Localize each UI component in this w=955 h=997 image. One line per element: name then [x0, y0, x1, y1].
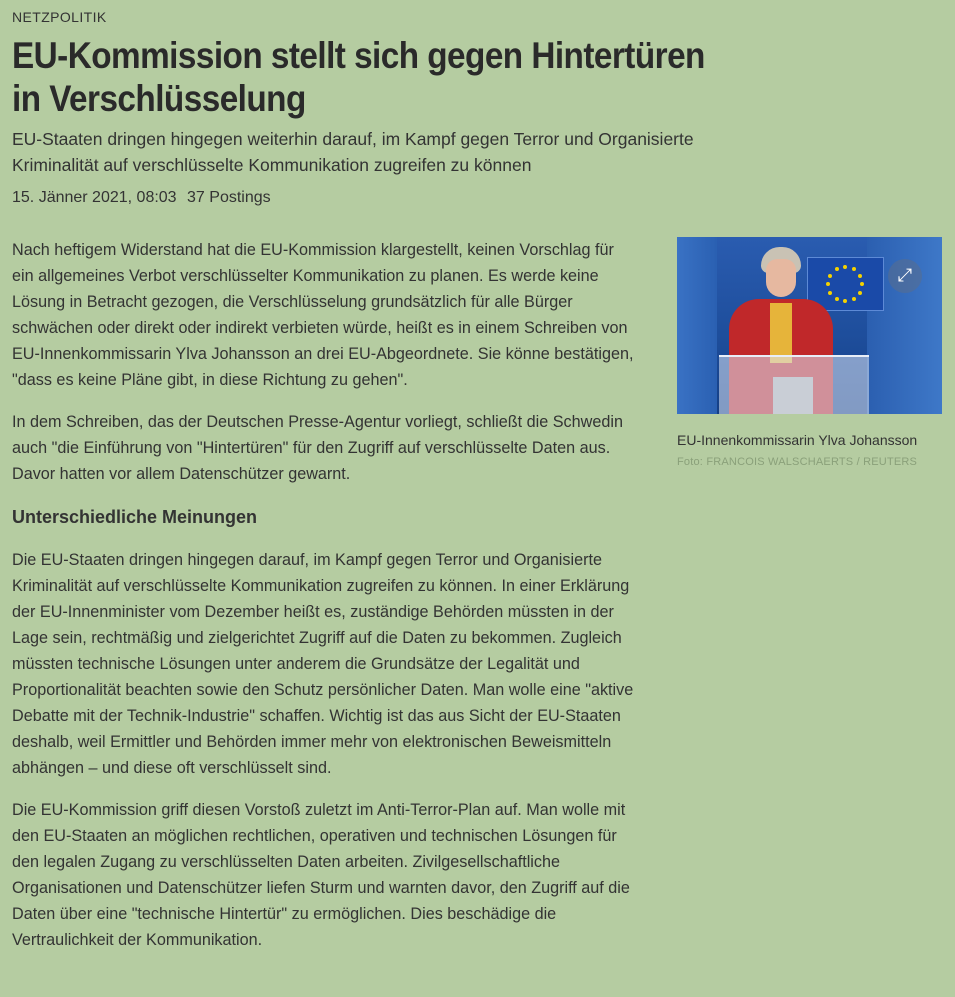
paragraph-2: In dem Schreiben, das der Deutschen Presse-Agentur vorliegt, schließt die Schwedin auch "die Einführung von "Hintertüren" für den Zugriff auf verschlüsselte Daten aus. Davor hatten vor allem Datenschützer gewarnt. — [12, 413, 623, 483]
paragraph-1: Nach heftigem Widerstand hat die EU-Kommission klargestellt, keinen Vorschlag für ein allgemeines Verbot verschlüsselter Kommunikation zu planen. Es werde keine Lösung in Betracht gezogen, die Verschlüsselung grundsätzlich für alle Bürger schwächen oder direkt oder indirekt verbieten würde, heißt es in einem Schreiben von EU-Innenkommissarin Ylva Johansson an drei EU-Abgeordnete. Sie könne bestätigen, "dass es keine Pläne gibt, in diese Richtung zu gehen". — [12, 241, 634, 389]
postings-link[interactable]: 37 Postings — [187, 189, 271, 206]
photo-backdrop-left — [677, 237, 717, 414]
photo-caption: EU-Innenkommissarin Ylva Johansson — [677, 432, 918, 448]
photo-person-face — [766, 259, 796, 297]
photo-credit: Foto: FRANCOIS WALSCHAERTS / REUTERS — [677, 456, 918, 468]
flag-star — [858, 291, 862, 295]
flag-star — [826, 282, 830, 286]
flag-star — [835, 267, 839, 271]
section-heading: Unterschiedliche Meinungen — [12, 507, 258, 527]
paragraph-4: Die EU-Kommission griff diesen Vorstoß zuletzt im Anti-Terror-Plan auf. Man wolle mit den EU-Staaten an möglichen rechtlichen, operativen und technischen Lösungen für den legalen Zugang zu verschlüsselten Daten arbeiten. Zivilgesellschaftliche Organisationen und Datenschützer liefen Sturm und warnten davor, den Zugriff auf die Daten über eine "technische Hintertür" zu ermöglichen. Dies beschädige die Vertraulichkeit der Kommunikation. — [12, 801, 630, 949]
subtitle: EU-Staaten dringen hingegen weiterhin darauf, im Kampf gegen Terror und Organisierte Kriminalität auf verschlüsselte Kommunikation zugreifen zu können — [12, 129, 694, 175]
flag-star — [852, 297, 856, 301]
publish-date: 15. Jänner 2021, 08:03 — [12, 189, 177, 206]
flag-star — [843, 265, 847, 269]
flag-star — [828, 291, 832, 295]
kicker[interactable]: NETZPOLITIK — [12, 9, 107, 25]
paragraph-3: Die EU-Staaten dringen hingegen darauf, im Kampf gegen Terror und Organisierte Kriminalität auf verschlüsselte Kommunikation zugreifen zu können. In einer Erklärung der EU-Innenminister vom Dezember heißt es, zuständige Behörden müssten in der Lage sein, rechtmäßig und zielgerichtet Zugriff auf die Daten zu bekommen. Zugleich müssten technische Lösungen unter anderem die Grundsätze der Legalität und Proportionalität beachten sowie den Schutz persönlicher Daten. Man wolle eine "aktive Debatte mit der Technik-Industrie" schaffen. Wichtig ist das aus Sicht der EU-Staaten deshalb, weil Ermittler und Behörden immer mehr von elektronischen Beweismitteln abhängen – und diese oft verschlüsselt sind. — [12, 551, 634, 777]
flag-star — [858, 274, 862, 278]
photo-person-shirt — [770, 303, 792, 363]
flag-star — [828, 274, 832, 278]
page-title: EU-Kommission stellt sich gegen Hintertüren in Verschlüsselung — [12, 35, 705, 119]
article-figure — [677, 237, 942, 470]
flag-star — [835, 297, 839, 301]
flag-star — [852, 267, 856, 271]
podium-logo — [773, 377, 813, 414]
article-photo[interactable] — [677, 237, 942, 414]
expand-icon[interactable]: ⤢ — [888, 259, 922, 293]
flag-star — [860, 282, 864, 286]
article-body — [12, 237, 637, 969]
flag-star — [843, 299, 847, 303]
meta-line — [12, 189, 271, 207]
